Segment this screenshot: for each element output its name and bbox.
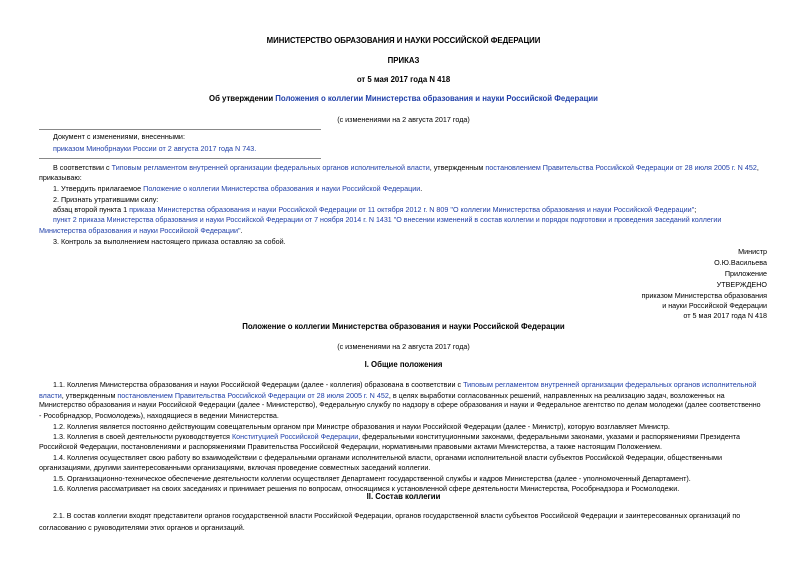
divider	[39, 129, 321, 130]
appendix-label: Приложение	[724, 269, 767, 278]
para-1-1-line-3: Министерство образования и науки Российской Федерации (далее - Министерство), Федеральную службу по надзору в сфере образования и науки и Федеральное агентство по делам молодежи (далее соответственно	[39, 401, 761, 409]
approved-label: УТВЕРЖДЕНО	[716, 280, 767, 289]
para-1-4-line-2: организациями, другими заинтересованными организациями, включая проведение совместных заседаний коллегии.	[39, 463, 431, 472]
amendments-label: Документ с изменениями, внесенными:	[53, 132, 185, 141]
approved-line-1: приказом Министерства образования	[641, 291, 767, 300]
government-decree-link-2[interactable]: постановлением Правительства Российской Федерации от 28 июля 2005 г. N 452	[117, 391, 389, 400]
para-2-1-line-1: 2.1. В состав коллегии входят представители органов государственной власти Российской Федерации, органов государственной власти субъектов Российской Федерации и заинтересованных организаций по	[53, 512, 741, 520]
typical-regulation-link-2[interactable]: Типовым регламентом внутренней организации федеральных органов исполнительной	[463, 380, 757, 389]
para-2-1-line-2: согласованию с руководителями этих органов и организаций.	[39, 523, 245, 532]
doc-type: ПРИКАЗ	[387, 56, 420, 65]
doc-title	[0, 94, 807, 103]
order-1431-link[interactable]: пункт 2 приказа Министерства образования и науки Российской Федерации от 7 ноября 2014 г. N 1431 "О внесении изменений в состав коллегии и порядок подготовки и проведения заседаний коллегии	[53, 216, 722, 224]
signature-position: Министр	[738, 247, 767, 256]
doc-title-prefix: Об утверждении	[209, 94, 276, 103]
approved-line-3: от 5 мая 2017 года N 418	[683, 311, 767, 320]
ministry-heading: МИНИСТЕРСТВО ОБРАЗОВАНИЯ И НАУКИ РОССИЙСКОЙ ФЕДЕРАЦИИ	[266, 36, 541, 45]
order-item-3: 3. Контроль за выполнением настоящего приказа оставляю за собой.	[53, 237, 286, 246]
regulation-link[interactable]: Положение о коллегии Министерства образования и науки Российской Федерации	[143, 184, 421, 193]
section-2-heading: II. Состав коллегии	[366, 492, 441, 501]
para-1-6: 1.6. Коллегия рассматривает на своих заседаниях и принимает решения по вопросам, относящимся к установленной сфере деятельности Министерства, Рособрнадзора и Росмолодежи.	[53, 484, 680, 493]
para-1-4-line-1: 1.4. Коллегия осуществляет свою работу во взаимодействии с федеральными органами исполнительной власти, органами исполнительной власти субъектов Российской Федерации, общественными	[53, 453, 722, 462]
para-1-2: 1.2. Коллегия является постоянно действующим совещательным органом при Министре образования и науки Российской Федерации (далее - Министр), которую возглавляет Министр.	[53, 422, 670, 431]
constitution-link[interactable]: Конституцией Российской Федерации	[231, 432, 359, 441]
signature-name: О.Ю.Васильева	[714, 258, 767, 267]
approved-line-2: и науки Российской Федерации	[662, 301, 767, 310]
order-preamble: В соответствии с Типовым регламентом внутренней организации федеральных органов исполнительной власти, утвержденным постановлением Правительства Российской Федерации от 28 июля 2005 г. N 452,	[53, 163, 759, 172]
typical-regulation-link-2-cont[interactable]: власти	[39, 391, 62, 400]
order-item-2b-cont: Министерства образования и науки Российской Федерации".	[39, 226, 243, 235]
doc-revision: (с изменениями на 2 августа 2017 года)	[337, 115, 470, 124]
divider	[39, 158, 321, 159]
para-1-5: 1.5. Организационно-техническое обеспечение деятельности коллегии осуществляет Департамент государственной службы и кадров Министерства (далее - уполномоченный Департамент).	[53, 474, 691, 483]
order-item-2a: абзац второй пункта 1 приказа Министерства образования и науки Российской Федерации от 11 октября 2012 г. N 809 "О коллегии Министерства образования и науки Российской Федерации";	[53, 205, 697, 214]
order-directive: приказываю:	[39, 173, 82, 182]
regulation-revision: (с изменениями на 2 августа 2017 года)	[337, 342, 470, 351]
order-item-1: 1. Утвердить прилагаемое Положение о коллегии Министерства образования и науки Российской Федерации.	[53, 184, 423, 193]
para-1-1-line-1: 1.1. Коллегия Министерства образования и науки Российской Федерации (далее - коллегия) образована в соответствии с Типовым регламентом внутренней организации федеральных органов исполнительной	[53, 380, 757, 389]
typical-regulation-link[interactable]: Типовым регламентом внутренней организации федеральных органов исполнительной власти	[111, 163, 430, 172]
para-1-3-line-2: Российской Федерации, постановлениями и распоряжениями Правительства Российской Федерации, нормативными правовыми актами Министерства, а также настоящим Положением.	[39, 442, 662, 451]
amendments-link[interactable]: приказом Минобрнауки России от 2 августа 2017 года N 743.	[53, 144, 257, 153]
para-1-1-line-2: власти, утвержденным постановлением Правительства Российской Федерации от 28 июля 2005 г. N 452, в целях выработки согласованных решений, направленных на реализацию задач, возложенных на	[39, 391, 725, 400]
para-1-1-line-4: - Рособрнадзор, Росмолодежь), находящиеся в ведении Министерства.	[39, 411, 279, 420]
doc-date: от 5 мая 2017 года N 418	[356, 75, 451, 84]
regulation-title: Положение о коллегии Министерства образования и науки Российской Федерации	[242, 322, 565, 331]
order-item-2: 2. Признать утратившими силу:	[53, 195, 159, 204]
order-1431-link-cont[interactable]: Министерства образования и науки Российской Федерации"	[39, 226, 241, 235]
section-1-heading: I. Общие положения	[364, 360, 443, 369]
doc-title-link[interactable]: Положения о коллегии Министерства образования и науки Российской Федерации	[275, 94, 598, 103]
government-decree-link[interactable]: постановлением Правительства Российской Федерации от 28 июля 2005 г. N 452	[485, 163, 757, 172]
para-1-3-line-1: 1.3. Коллегия в своей деятельности руководствуется Конституцией Российской Федерации, федеральными конституционными законами, федеральными законами, указами и распоряжениями Президента	[53, 432, 740, 441]
order-809-link[interactable]: приказа Министерства образования и науки Российской Федерации от 11 октября 2012 г. N 809 "О коллегии Министерства образования и науки Российской Федерации"	[129, 205, 695, 214]
